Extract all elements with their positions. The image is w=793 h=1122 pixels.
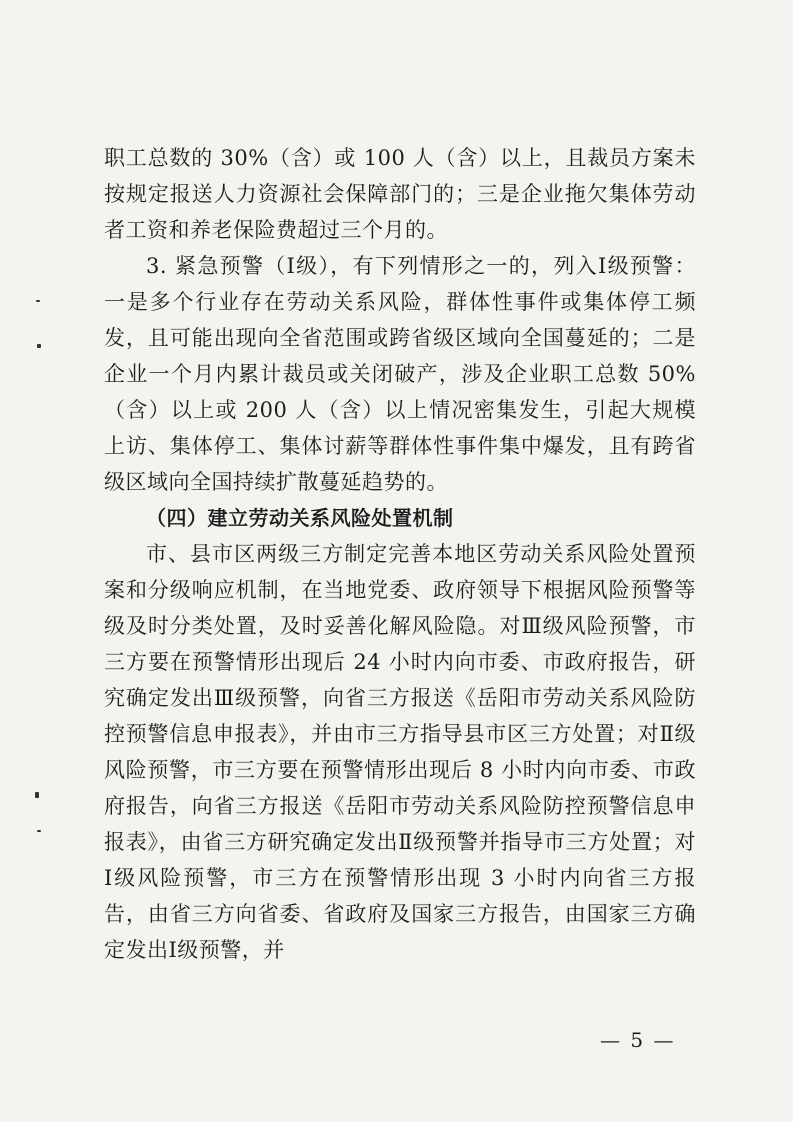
- scan-speck: [37, 344, 41, 348]
- paragraph-disposal-mechanism: 市、县市区两级三方制定完善本地区劳动关系风险处置预案和分级响应机制，在当地党委、政府领导下根据风险预警等级及时分类处置，及时妥善化解风险隐。对Ⅲ级风险预警，市三方要在预警情形出现后 24 小时内向市委、市政府报告，研究确定发出Ⅲ级预警，向省三方报送《岳阳市劳动关系风险防控预警信息申报表》，并由市三方指导县市区三方处置；对Ⅱ级风险预警，市三方要在预警情形出现后 8 小时内向市委、市政府报告，向省三方报送《岳阳市劳动关系风险防控预警信息申报表》，由省三方研究确定发出Ⅱ级预警并指导市三方处置；对Ⅰ级风险预警，市三方在预警情形出现 3 小时内向省三方报告，由省三方向省委、省政府及国家三方报告，由国家三方确定发出Ⅰ级预警，并: [104, 542, 696, 962]
- scan-speck: [36, 300, 40, 302]
- page-number: — 5 —: [600, 1028, 676, 1052]
- section-heading: （四）建立劳动关系风险处置机制: [146, 506, 454, 530]
- body-text: [104, 140, 696, 968]
- paragraph-emergency-warning: 3. 紧急预警（Ⅰ级），有下列情形之一的，列入Ⅰ级预警：一是多个行业存在劳动关系风险，群体性事件或集体停工频发，且可能出现向全省范围或跨省级区域向全国蔓延的；二是企业一个月内累计裁员或关闭破产，涉及企业职工总数 50%（含）以上或 200 人（含）以上情况密集发生，引起大规模上访、集体停工、集体讨薪等群体性事件集中爆发，且有跨省级区域向全国持续扩散蔓延趋势的。: [104, 254, 696, 494]
- paragraph-continuation: 职工总数的 30%（含）或 100 人（含）以上，且裁员方案未按规定报送人力资源社会保障部门的；三是企业拖欠集体劳动者工资和养老保险费超过三个月的。: [104, 146, 696, 242]
- scan-speck: [35, 792, 39, 798]
- scan-speck: [37, 830, 41, 832]
